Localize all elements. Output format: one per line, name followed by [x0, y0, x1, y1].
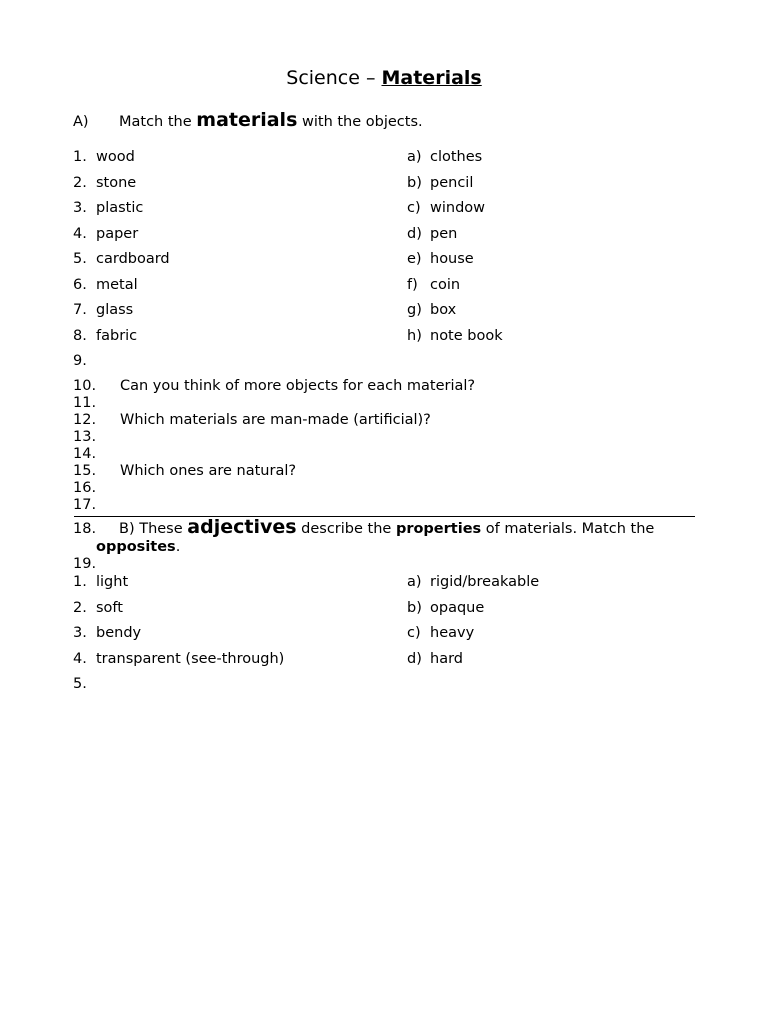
question-number: 13.	[73, 429, 97, 445]
list-item-number: 1.	[73, 149, 87, 165]
list-item: hard	[430, 651, 463, 667]
list-item: box	[430, 302, 457, 318]
empty-line-number: 5.	[73, 676, 87, 692]
list-item: cardboard	[96, 251, 170, 267]
page-title	[0, 69, 768, 88]
question-number: 12.	[73, 412, 97, 428]
list-item: glass	[96, 302, 134, 318]
question-number: 11.	[73, 395, 97, 411]
list-item: clothes	[430, 149, 483, 165]
section-b-intro	[119, 518, 654, 537]
section-b-end: .	[175, 539, 181, 555]
question-text: Which ones are natural?	[120, 463, 297, 479]
list-item-letter: c)	[407, 625, 421, 641]
list-item-letter: c)	[407, 200, 421, 216]
title-main: Materials	[381, 67, 482, 89]
list-item-letter: d)	[407, 226, 422, 242]
question-text: Can you think of more objects for each material?	[120, 378, 476, 394]
section-b-bold-adjectives: adjectives	[187, 516, 297, 538]
list-item-letter: b)	[407, 600, 422, 616]
list-item: rigid/breakable	[430, 574, 540, 590]
list-item-number: 3.	[73, 625, 87, 641]
list-item-letter: e)	[407, 251, 422, 267]
section-b-after: of materials. Match the	[481, 521, 655, 537]
list-item: wood	[96, 149, 135, 165]
list-item: opaque	[430, 600, 485, 616]
list-item-number: 2.	[73, 175, 87, 191]
list-item: note book	[430, 328, 503, 344]
list-item: pencil	[430, 175, 474, 191]
list-item: light	[96, 574, 129, 590]
list-item-letter: g)	[407, 302, 422, 318]
list-item: transparent (see-through)	[96, 651, 285, 667]
section-b-number: 18.	[73, 521, 97, 537]
list-item: window	[430, 200, 486, 216]
question-number: 16.	[73, 480, 97, 496]
list-item-letter: f)	[407, 277, 418, 293]
list-item: fabric	[96, 328, 138, 344]
list-item-number: 1.	[73, 574, 87, 590]
list-item: paper	[96, 226, 139, 242]
empty-line-number: 9.	[73, 353, 87, 369]
list-item-letter: b)	[407, 175, 422, 191]
question-number: 10.	[73, 378, 97, 394]
list-item-number: 4.	[73, 226, 87, 242]
section-a-label: A)	[73, 114, 89, 130]
list-item-number: 6.	[73, 277, 87, 293]
list-item-number: 5.	[73, 251, 87, 267]
list-item: house	[430, 251, 474, 267]
question-number: 14.	[73, 446, 97, 462]
list-item: coin	[430, 277, 461, 293]
title-prefix: Science –	[286, 67, 382, 89]
list-item: soft	[96, 600, 123, 616]
section-a-intro-bold: materials	[196, 109, 298, 131]
list-item: plastic	[96, 200, 144, 216]
list-item-number: 2.	[73, 600, 87, 616]
list-item-letter: a)	[407, 149, 422, 165]
section-b-bold-properties: properties	[395, 521, 482, 537]
question-number: 15.	[73, 463, 97, 479]
list-item: pen	[430, 226, 458, 242]
list-item-number: 8.	[73, 328, 87, 344]
section-divider	[74, 516, 695, 517]
list-item-number: 3.	[73, 200, 87, 216]
section-a-intro	[119, 111, 423, 130]
section-a-intro-after: with the objects.	[297, 114, 423, 130]
list-item-number: 7.	[73, 302, 87, 318]
list-item-letter: a)	[407, 574, 422, 590]
list-item-number: 4.	[73, 651, 87, 667]
section-b-intro-line2	[96, 540, 180, 555]
list-item: stone	[96, 175, 137, 191]
empty-line-number: 19.	[73, 556, 97, 572]
list-item: bendy	[96, 625, 142, 641]
section-b-prefix: B) These	[119, 521, 188, 537]
list-item-letter: h)	[407, 328, 422, 344]
list-item: heavy	[430, 625, 475, 641]
list-item-letter: d)	[407, 651, 422, 667]
question-text: Which materials are man-made (artificial)?	[120, 412, 431, 428]
question-number: 17.	[73, 497, 97, 513]
list-item: metal	[96, 277, 138, 293]
section-a-intro-before: Match the	[119, 114, 197, 130]
section-b-bold-opposites: opposites	[96, 539, 176, 555]
section-b-mid: describe the	[296, 521, 396, 537]
